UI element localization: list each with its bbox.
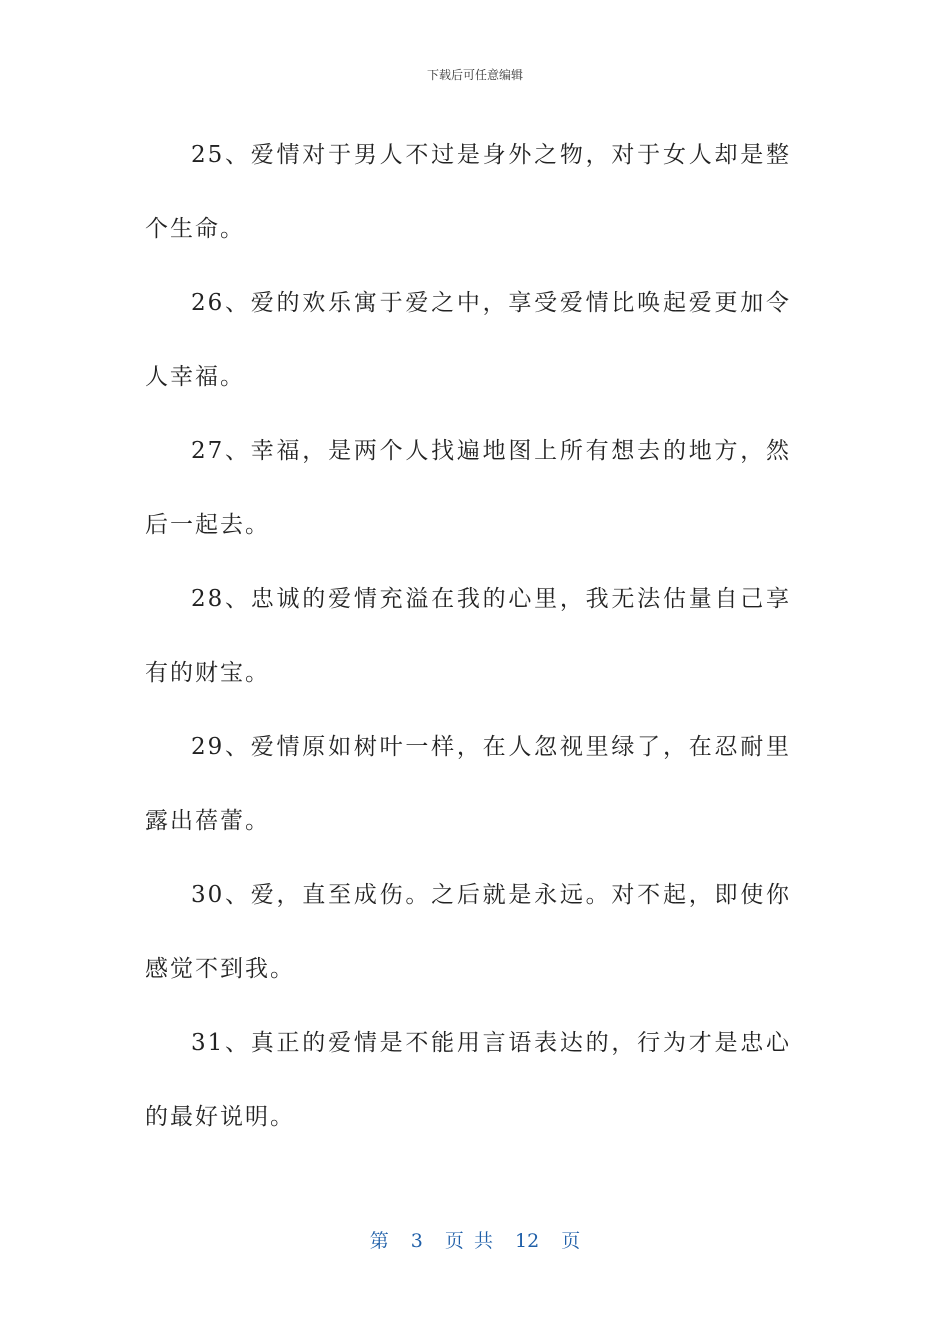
- page-header-note: 下载后可任意编辑: [426, 68, 523, 82]
- total-page-count: 12: [515, 1230, 540, 1252]
- footer-prefix: 第: [369, 1230, 389, 1252]
- quote-entry-28: 28、忠诚的爱情充溢在我的心里，我无法估量自己享有的财宝。: [145, 586, 791, 686]
- quote-entry-25: 25、爱情对于男人不过是身外之物，对于女人却是整个生命。: [145, 142, 791, 242]
- quote-entry-29: 29、爱情原如树叶一样，在人忽视里绿了，在忍耐里露出蓓蕾。: [145, 734, 791, 834]
- quote-entry-31: 31、真正的爱情是不能用言语表达的，行为才是忠心的最好说明。: [145, 1030, 791, 1130]
- current-page-number: 3: [410, 1230, 423, 1252]
- page-footer: [0, 1226, 950, 1253]
- quote-entry-30: 30、爱，直至成伤。之后就是永远。对不起，即使你感觉不到我。: [145, 882, 791, 982]
- quote-entry-27: 27、幸福，是两个人找遍地图上所有想去的地方，然后一起去。: [145, 438, 791, 538]
- quote-list: [145, 118, 791, 1154]
- footer-middle: 页 共: [444, 1230, 493, 1252]
- footer-suffix: 页: [561, 1230, 581, 1252]
- quote-entry-26: 26、爱的欢乐寓于爱之中，享受爱情比唤起爱更加令人幸福。: [145, 290, 791, 390]
